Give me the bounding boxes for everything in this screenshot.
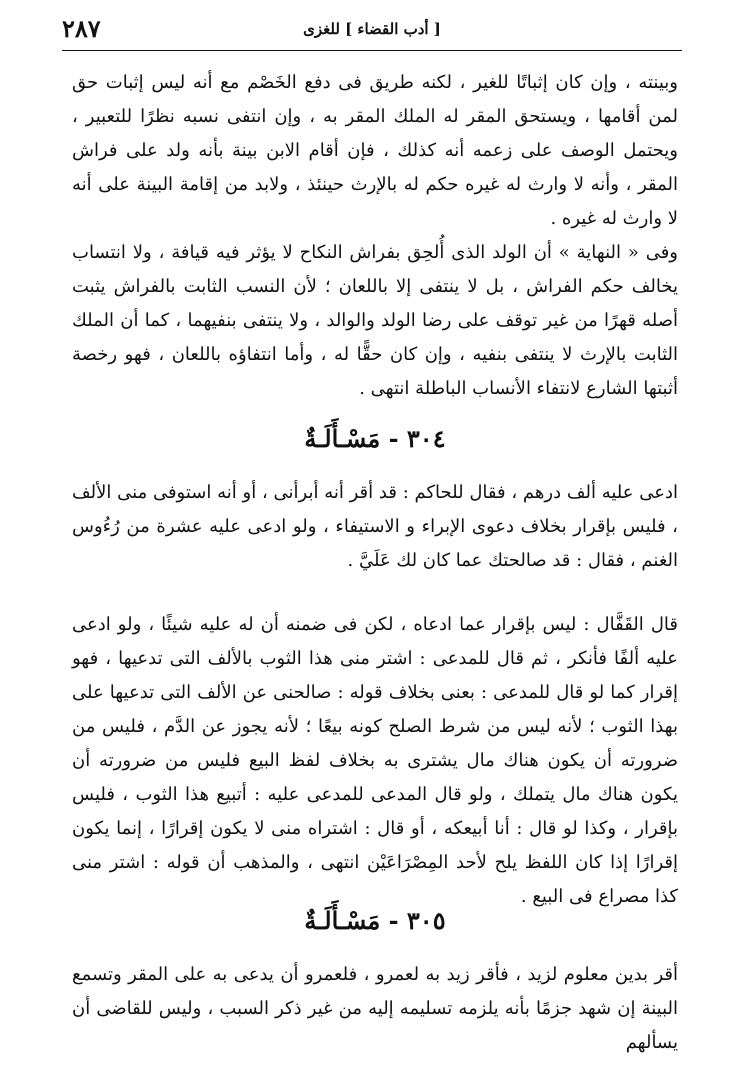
paragraph-inheritance-proof: وبينته ، وإن كان إثباتًا للغير ، لكنه طريق فى دفع الخَصْم مع أنه ليس إثبات حق لمن أقامها ، ويستحق المقر له الملك المقر به ، وإن انتفى نسبه نظرًا للتعبير ، ويحتمل الوصف على زعمه أنه كذلك ، فإن أقام الابن بينة بأنه ولد على فراش المقر ، وأنه لا وارث له غيره حكم له بالإرث حينئذ ، ولابد من إقامة البينة على أنه لا وارث له غيره . xyxy=(72,72,678,229)
section-heading-304: ٣٠٤ - مَسْـأَلَـةٌ xyxy=(304,424,446,453)
section-heading-305: ٣٠٥ - مَسْـأَلَـةٌ xyxy=(304,906,446,935)
paragraph-debt-acknowledgment: أقر بدين معلوم لزيد ، فأقر زيد به لعمرو ، فلعمرو أن يدعى به على المقر وتسمع البينة إن شهد جزمًا بأنه يلزمه تسليمه إليه من غير ذكر السبب ، وليس للقاضى أن يسألهم xyxy=(72,964,678,1053)
paragraph-claim-thousand: ادعى عليه ألف درهم ، فقال للحاكم : قد أقر أنه أبرأنى ، أو أنه استوفى منى الألف ، فليس بإقرار بخلاف دعوى الإبراء و الاستيفاء ، ولو ادعى عليه عشرة من رُءُوس الغنم ، فقال : قد صالحتك عما كان لك عَلَيَّ . xyxy=(72,482,678,571)
page-number: ٢٨٧ xyxy=(62,14,101,43)
running-title: [ أدب القضاء ] للغزى xyxy=(303,20,441,38)
header-rule xyxy=(62,50,682,51)
page-header xyxy=(62,14,682,48)
paragraph-nihaya-quote: وفى « النهاية » أن الولد الذى أُلحِق بفراش النكاح لا يؤثر فيه قيافة ، ولا انتساب يخالف حكم الفراش ، بل لا ينتفى إلا باللعان ؛ لأن النسب الثابت بالفراش يثبت أصله قهرًا من غير توقف على رضا الولد والوالد ، ولا ينتفى بنفيهما ، كما أن الملك الثابت بالإرث لا ينتفى بنفيه ، وإن كان حقًّا له ، وأما انتفاؤه باللعان ، فهو رخصة أثبتها الشارع لانتفاء الأنساب الباطلة انتهى . xyxy=(72,242,678,399)
paragraph-qaffal: قال القَفَّال : ليس بإقرار عما ادعاه ، لكن فى ضمنه أن له عليه شيئًا ، ولو ادعى عليه ألفًا فأنكر ، ثم قال للمدعى : اشتر منى هذا الثوب بالألف التى تدعيها ، فهو إقرار كما لو قال للمدعى : بعنى بخلاف قوله : صالحنى عن الألف التى تدعيها على بهذا الثوب ؛ لأنه ليس من شرط الصلح كونه بيعًا ؛ لأنه يجوز عن الدَّم ، فليس من ضرورته أن يكون هناك مال يشترى به بخلاف لفظ البيع فليس من ضرورته أن يكون هناك مال يتملك ، ولو قال المدعى للمدعى عليه : أتبيع هذا الثوب ، فليس بإقرار ، وكذا لو قال : أنا أبيعكه ، أو قال : اشتراه منى لا يكون إقرارًا ، إنما يكون إقرارًا إذا كان اللفظ يلح لأحد المِصْرَاعَيْن انتهى ، والمذهب أن قوله : اشتر منى كذا مصراع فى البيع . xyxy=(72,614,678,907)
